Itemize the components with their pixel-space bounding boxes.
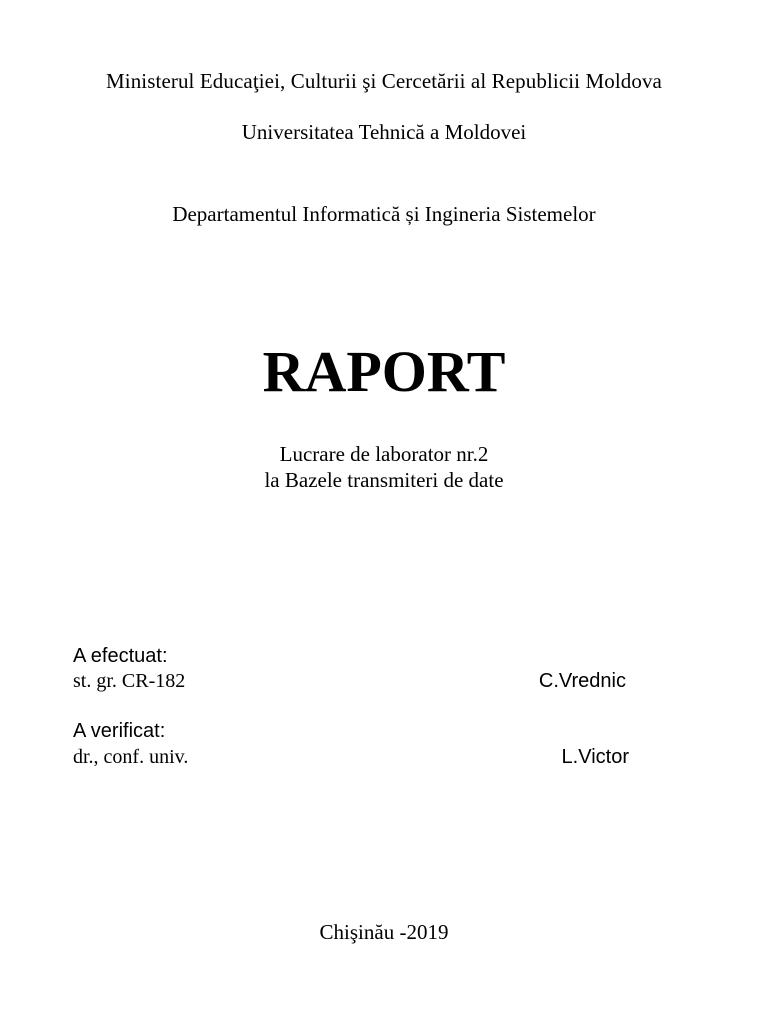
department-line: Departamentul Informatică și Ingineria Sistemelor bbox=[172, 202, 596, 226]
city-year: Chişinău -2019 bbox=[319, 920, 449, 944]
performed-by-role: st. gr. CR-182 bbox=[73, 670, 186, 692]
performed-by-label: A efectuat: bbox=[73, 645, 168, 667]
ministry-line: Ministerul Educaţiei, Culturii şi Cercetării al Republicii Moldova bbox=[106, 69, 662, 93]
verified-by-name: L.Victor bbox=[561, 746, 629, 768]
verified-by-role: dr., conf. univ. bbox=[73, 746, 189, 768]
course-line: la Bazele transmiteri de date bbox=[264, 468, 504, 492]
performed-by-name: C.Vrednic bbox=[538, 670, 626, 692]
lab-work-line: Lucrare de laborator nr.2 bbox=[279, 442, 489, 466]
university-line: Universitatea Tehnică a Moldovei bbox=[241, 120, 527, 144]
verified-by-label: A verificat: bbox=[73, 720, 166, 742]
report-title: RAPORT bbox=[262, 339, 506, 404]
